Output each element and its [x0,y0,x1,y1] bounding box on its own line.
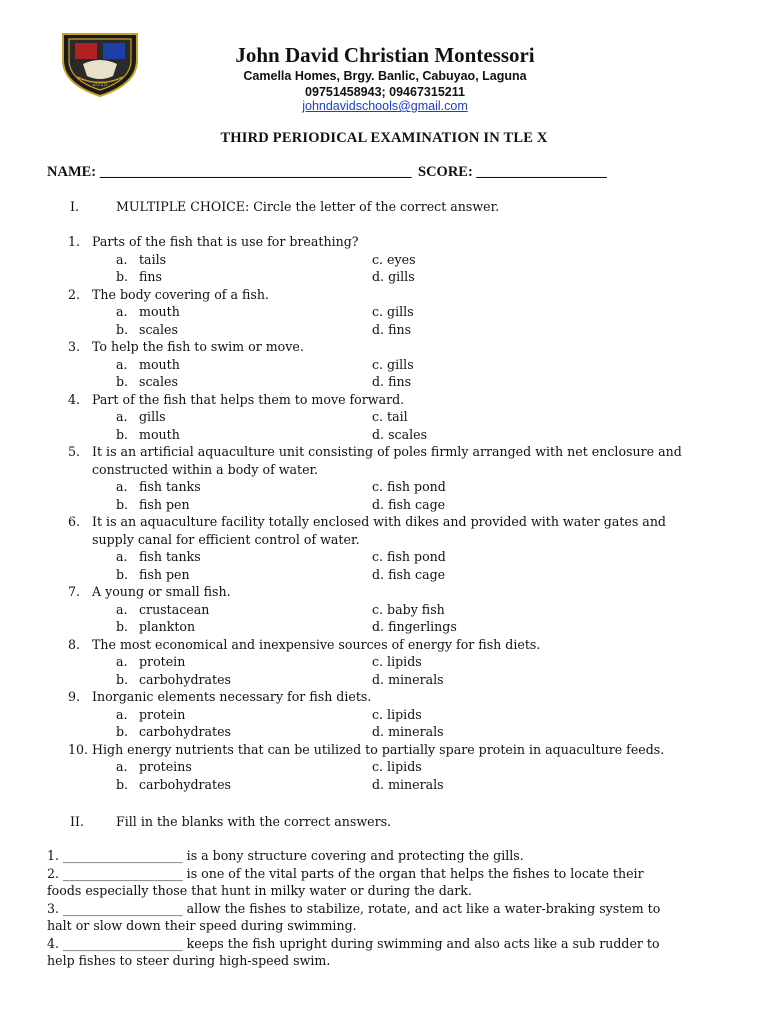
option-row [0,618,768,636]
question-text: supply canal for efficient control of water. [92,531,360,547]
option-text: fish tanks [139,479,201,494]
option-letter[interactable]: b. [116,566,129,582]
option-letter[interactable]: a. [116,251,128,267]
option-text-right[interactable]: c. lipids [372,654,422,669]
option-row [0,268,768,286]
section-1-instruction: MULTIPLE CHOICE: Circle the letter of the correct answer. [116,199,500,214]
option-text: fish tanks [139,549,201,564]
school-phones: 09751458943; 09467315211 [305,85,465,99]
question-text: The most economical and inexpensive sources of energy for fish diets. [92,636,541,652]
option-text: carbohydrates [139,671,232,687]
svg-text:2010: 2010 [92,81,108,88]
section-2-number: II. [70,814,84,829]
score-field: SCORE: __________________ [418,164,607,180]
option-text: tails [139,251,167,267]
option-letter[interactable]: b. [116,426,129,442]
question-number: 5. [68,444,81,459]
question-text: Part of the fish that helps them to move forward. [92,391,405,407]
option-text: protein [139,654,186,669]
section-2-instruction: Fill in the blanks with the correct answers. [116,814,392,829]
option-text-right[interactable]: d. minerals [372,724,444,739]
question-number: 7. [68,584,81,599]
question-item [0,233,768,286]
fill-in-text: foods especially those that hunt in milky water or during the dark. [47,883,472,898]
fill-in-item [47,847,727,865]
question-number: 4. [68,391,81,407]
option-letter[interactable]: a. [116,759,128,774]
option-row [0,601,768,619]
question-text: It is an aquaculture facility totally enclosed with dikes and provided with water gates and [92,514,666,529]
question-item [0,741,768,794]
option-text-right[interactable]: c. gills [372,304,414,319]
school-email-link[interactable]: johndavidschools@gmail.com [302,99,468,113]
option-row [0,758,768,776]
option-text-right[interactable]: c. fish pond [372,479,446,494]
fill-in-text: 3. ___________________ allow the fishes to stabilize, rotate, and act like a water-braking system to [47,900,661,916]
question-text: The body covering of a fish. [92,286,269,302]
option-text-right[interactable]: d. gills [372,269,415,284]
option-text-right[interactable]: c. gills [372,356,414,372]
option-row [0,548,768,566]
option-text: protein [139,706,186,722]
question-text: A young or small fish. [92,584,231,599]
option-text: plankton [139,619,196,634]
question-item [0,583,768,636]
option-letter[interactable]: b. [116,619,129,634]
option-text-right[interactable]: c. baby fish [372,601,445,617]
question-number: 8. [68,636,81,652]
option-letter[interactable]: a. [116,409,128,424]
option-row [0,356,768,374]
section-1-number: I. [70,199,79,214]
option-text: crustacean [139,601,210,617]
question-number: 1. [68,234,81,249]
question-text: It is an artificial aquaculture unit consisting of poles firmly arranged with net enclosure and [92,444,682,459]
fill-in-text: halt or slow down their speed during swimming. [47,918,357,933]
question-text: constructed within a body of water. [92,461,319,477]
fill-in-text: 4. ___________________ keeps the fish upright during swimming and also acts like a sub rudder to [47,935,660,951]
option-row [0,723,768,741]
option-text-right[interactable]: c. eyes [372,251,416,267]
option-letter[interactable]: a. [116,304,128,319]
question-number: 2. [68,286,81,302]
question-number: 9. [68,689,81,704]
question-text: Inorganic elements necessary for fish diets. [92,689,372,704]
question-number: 3. [68,339,81,354]
question-item [0,391,768,444]
question-text: High energy nutrients that can be utilized to partially spare protein in aquaculture feeds. [92,741,665,757]
question-number: 6. [68,514,81,529]
school-address: Camella Homes, Brgy. Banlic, Cabuyao, Laguna [243,69,527,83]
fill-in-item [47,900,727,935]
option-text: fins [139,269,162,284]
option-row [0,426,768,444]
school-name: John David Christian Montessori [235,43,535,67]
option-text-right[interactable]: c. tail [372,409,408,424]
question-item [0,286,768,339]
option-text-right[interactable]: c. lipids [372,759,422,774]
option-text: fish pen [139,496,190,512]
option-text: proteins [139,759,192,774]
option-text: mouth [139,356,180,372]
option-row [0,373,768,391]
option-text: gills [139,409,166,424]
question-text: Parts of the fish that is use for breathing? [92,234,359,249]
option-text-right[interactable]: d. fins [372,321,412,337]
question-text: To help the fish to swim or move. [92,339,304,354]
option-text-right[interactable]: d. fingerlings [372,619,457,634]
option-text-right[interactable]: d. fish cage [372,566,446,582]
option-text: carbohydrates [139,776,232,792]
option-text: fish pen [139,566,190,582]
option-letter[interactable]: b. [116,496,129,512]
option-row [0,478,768,496]
option-row [0,303,768,321]
option-text-right[interactable]: c. fish pond [372,549,446,564]
option-text: mouth [139,426,180,442]
option-letter[interactable]: b. [116,374,129,389]
option-letter[interactable]: a. [116,549,128,564]
fill-in-item [47,865,727,900]
option-letter[interactable]: b. [116,671,129,687]
fill-in-text: 2. ___________________ is one of the vital parts of the organ that helps the fishes to locate their [47,865,644,881]
option-text: carbohydrates [139,724,232,739]
option-letter[interactable]: a. [116,601,128,617]
multiple-choice-list [0,233,768,793]
option-text-right[interactable]: d. fins [372,374,412,389]
option-letter[interactable]: b. [116,724,129,739]
option-text: mouth [139,304,180,319]
option-row [0,251,768,269]
fill-in-text: 1. ___________________ is a bony structure covering and protecting the gills. [47,848,524,863]
option-row [0,706,768,724]
option-row [0,321,768,339]
question-number: 10. [68,741,89,757]
option-text: scales [139,374,178,389]
question-item [0,513,768,583]
fill-in-text: help fishes to steer during high-speed swim. [47,953,331,968]
option-text-right[interactable]: d. fish cage [372,496,446,512]
question-item [0,338,768,391]
option-row [0,408,768,426]
exam-title: THIRD PERIODICAL EXAMINATION IN TLE X [220,130,548,146]
option-text-right[interactable]: d. minerals [372,776,444,792]
option-text-right[interactable]: d. scales [372,426,428,442]
option-row [0,671,768,689]
option-letter[interactable]: a. [116,356,128,372]
name-field: NAME: ___________________________________________ [47,164,412,180]
option-letter[interactable]: a. [116,479,128,494]
option-text-right[interactable]: c. lipids [372,706,422,722]
option-text-right[interactable]: d. minerals [372,671,444,687]
fill-in-item [47,935,727,970]
option-letter[interactable]: a. [116,706,128,722]
question-item [0,688,768,741]
option-letter[interactable]: b. [116,321,129,337]
question-item [0,636,768,689]
option-row [0,496,768,514]
option-text: scales [139,321,178,337]
option-letter[interactable]: b. [116,776,129,792]
option-letter[interactable]: a. [116,654,128,669]
option-row [0,776,768,794]
question-item [0,443,768,513]
option-row [0,566,768,584]
fill-in-blank-list [47,847,727,970]
school-logo [57,30,143,98]
option-row [0,653,768,671]
option-letter[interactable]: b. [116,269,129,284]
